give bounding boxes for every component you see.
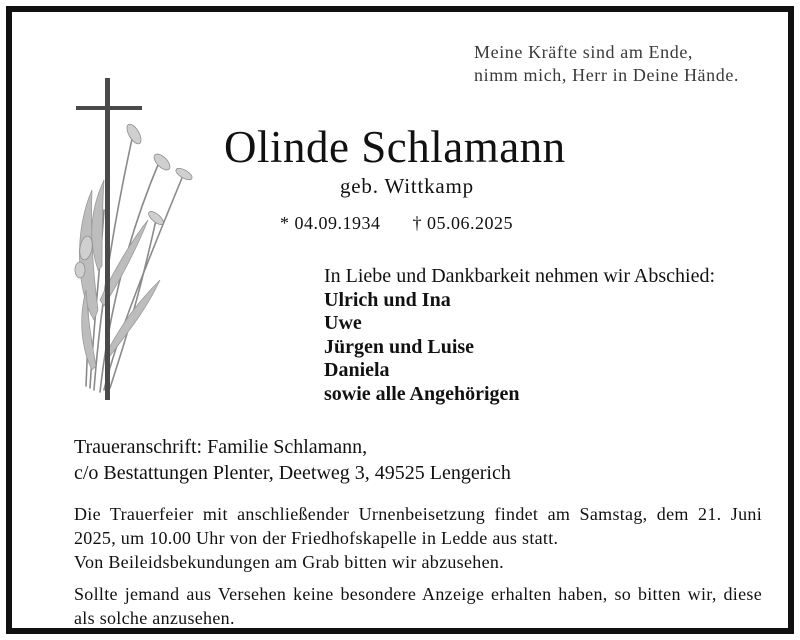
address-line-1: Traueranschrift: Familie Schlamann, bbox=[74, 436, 368, 458]
farewell-intro: In Liebe und Dankbarkeit nehmen wir Abschied: bbox=[324, 265, 715, 287]
service-details: Die Trauerfeier mit anschließender Urnenbeisetzung findet am Samstag, dem 21. Juni 2025, um 10.00 Uhr von der Friedhofskapelle in Ledde aus statt. bbox=[74, 504, 762, 548]
verse-line-1: Meine Kräfte sind am Ende, bbox=[474, 42, 694, 62]
mourning-address bbox=[74, 434, 511, 486]
maiden-name: geb. Wittkamp bbox=[340, 174, 474, 198]
birth-date: * 04.09.1934 bbox=[280, 213, 381, 233]
mourner-name: Jürgen und Luise bbox=[324, 335, 475, 358]
verse bbox=[474, 41, 739, 87]
life-dates bbox=[280, 212, 513, 234]
address-line-2: c/o Bestattungen Plenter, Deetweg 3, 49525 Lengerich bbox=[74, 462, 511, 484]
obituary-card bbox=[6, 6, 794, 634]
deceased-name: Olinde Schlamann bbox=[224, 122, 566, 172]
verse-line-2: nimm mich, Herr in Deine Hände. bbox=[474, 65, 740, 85]
notice-note: Sollte jemand aus Versehen keine besondere Anzeige erhalten haben, so bitten wir, diese als solche anzusehen. bbox=[74, 584, 762, 628]
farewell-section bbox=[324, 265, 715, 406]
cross-with-wheat-icon bbox=[64, 70, 204, 406]
condolence-note: Von Beileidsbekundungen am Grab bitten wir abzusehen. bbox=[74, 552, 504, 572]
service-info bbox=[74, 502, 762, 630]
mourner-name: sowie alle Angehörigen bbox=[324, 382, 520, 405]
mourner-name: Uwe bbox=[324, 312, 362, 334]
death-date: † 05.06.2025 bbox=[412, 213, 513, 233]
mourner-name: Ulrich und Ina bbox=[324, 288, 451, 311]
mourner-name: Daniela bbox=[324, 359, 390, 381]
